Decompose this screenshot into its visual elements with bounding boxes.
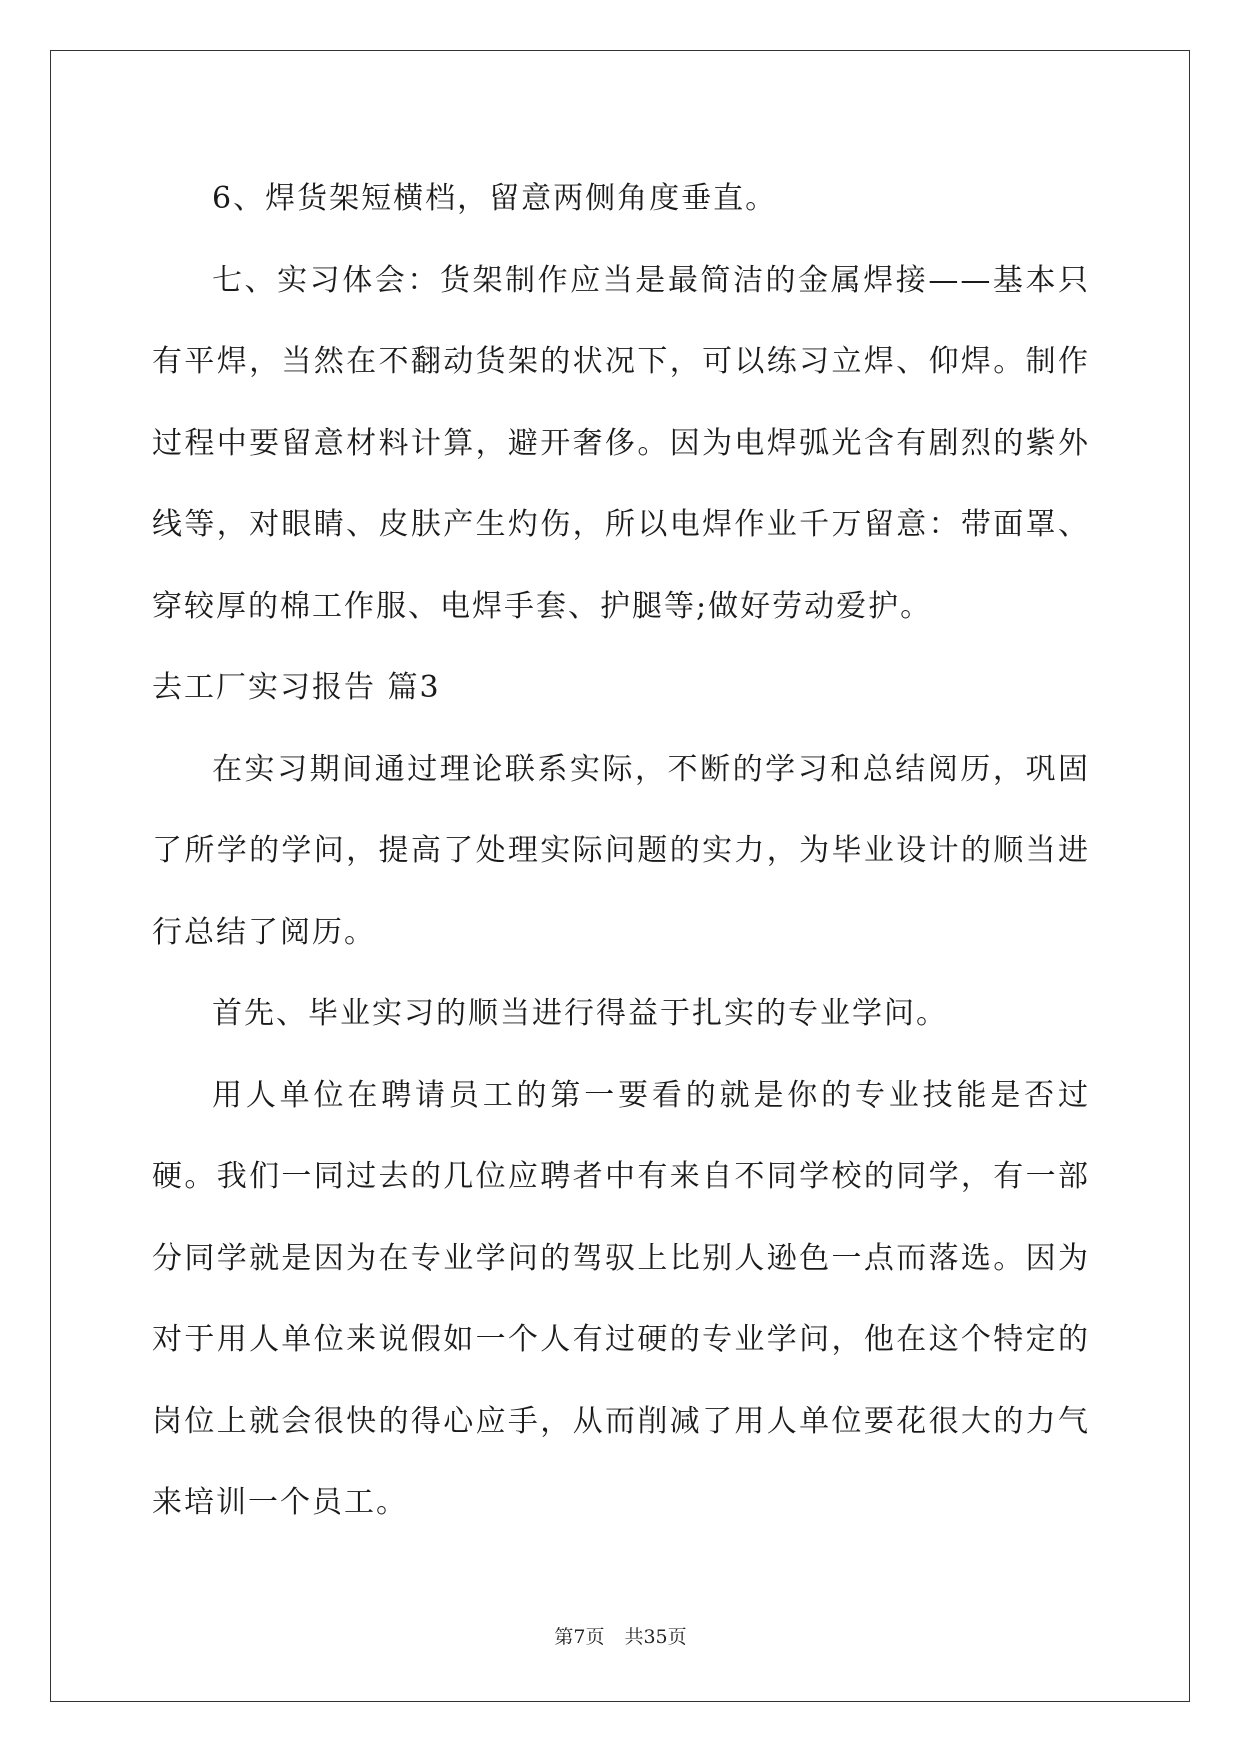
paragraph-intro: 在实习期间通过理论联系实际，不断的学习和总结阅历，巩固了所学的学问，提高了处理实际问题的实力，为毕业设计的顺当进行总结了阅历。 [152,751,1090,950]
paragraph-internship-reflection: 七、实习体会：货架制作应当是最简洁的金属焊接——基本只有平焊，当然在不翻动货架的状况下，可以练习立焊、仰焊。制作过程中要留意材料计算，避开奢侈。因为电焊弧光含有剧烈的紫外线等，对眼睛、皮肤产生灼伤，所以电焊作业千万留意：带面罩、穿较厚的棉工作服、电焊手套、护腿等;做好劳动爱护。 [152,262,1090,624]
paragraph-step-6: 6、焊货架短横档，留意两侧角度垂直。 [212,181,778,216]
current-page-label: 第7页 [554,1626,605,1648]
paragraph-employer-skills: 用人单位在聘请员工的第一要看的就是你的专业技能是否过硬。我们一同过去的几位应聘者中有来自不同学校的同学，有一部分同学就是因为在专业学问的驾驭上比别人逊色一点而落选。因为对于用人单位来说假如一个人有过硬的专业学问，他在这个特定的岗位上就会很快的得心应手，从而削减了用人单位要花很大的力气来培训一个员工。 [152,1077,1090,1520]
total-pages-label: 共35页 [624,1626,687,1648]
page-footer [0,1622,1241,1649]
paragraph-first-point: 首先、毕业实习的顺当进行得益于扎实的专业学问。 [212,996,948,1031]
document-body [152,158,1090,1544]
section-heading: 去工厂实习报告 篇3 [152,670,441,705]
